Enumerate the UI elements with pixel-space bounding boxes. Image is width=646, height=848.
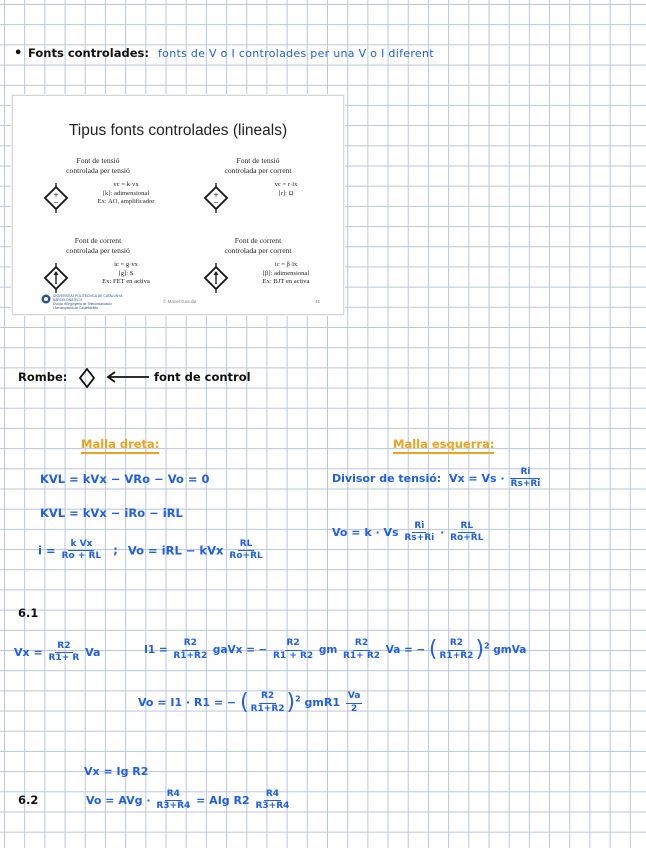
frac-den: Ro+RL xyxy=(229,551,263,562)
upc-logo-icon xyxy=(41,294,51,304)
frac-num: Va xyxy=(346,692,363,703)
svg-text:−: − xyxy=(53,199,59,206)
cell-unit-1: [k]: adimensional xyxy=(102,189,150,197)
voltage-divider-equation xyxy=(332,468,542,490)
fraction-i xyxy=(62,540,102,562)
rombe-arrow-text: font de control xyxy=(154,370,251,384)
cell-example-1: Ex: AO, amplificador xyxy=(97,198,155,206)
fraction-1 xyxy=(156,790,190,812)
university-line-3: Escola d'Enginyeria de Telecomunicació xyxy=(53,302,112,307)
frac-den: Ro + RL xyxy=(61,551,102,562)
fraction-vx xyxy=(510,468,540,490)
voltage-source-diamond-icon xyxy=(41,183,71,213)
cell-title-2b: controlada per corrent xyxy=(224,165,292,175)
fraction-vx xyxy=(49,642,80,664)
frac-num: R2 xyxy=(285,639,302,650)
heading-malla-dreta: Malla dreta: xyxy=(81,439,159,454)
vx-equation-6-1 xyxy=(14,642,100,664)
vx-equation-6-2: Vx = Ig R2 xyxy=(84,765,149,778)
vo-label: Vo = I1 · R1 = − xyxy=(138,696,237,709)
cell-info-3 xyxy=(81,261,171,287)
cell-title-1b: controlada per tensió xyxy=(66,165,130,175)
frac-num: R2 xyxy=(182,639,199,650)
rombe-label: Rombe: xyxy=(18,370,68,384)
frac-num: k Vx xyxy=(68,540,94,551)
frac-num: RL xyxy=(238,540,255,551)
frac-den: Rs+Ri xyxy=(510,479,541,490)
frac-num: RL xyxy=(458,522,475,533)
frac-den: Rs+Ri xyxy=(404,533,435,544)
frac-num: Ri xyxy=(510,468,540,479)
current-equation xyxy=(38,540,265,562)
cell-title-2a: Font de tensió xyxy=(236,156,280,165)
cell-example-4: Ex: BJT en activa xyxy=(262,278,310,286)
frac-den: R1+R2 xyxy=(439,650,474,661)
svg-text:−: − xyxy=(213,199,219,206)
frac-den: R1 + R2 xyxy=(273,650,314,661)
fraction-ri xyxy=(404,522,434,544)
university-line-2: BARCELONATECH xyxy=(53,298,83,303)
gm: gm xyxy=(318,644,338,656)
fraction-1 xyxy=(173,639,207,661)
frac-den: R3+R4 xyxy=(255,801,290,812)
exponent: 2 xyxy=(484,641,490,651)
cell-title-4b: controlada per corrent xyxy=(224,245,292,255)
current-source-diamond-icon xyxy=(41,263,71,293)
i-label: i = xyxy=(38,543,56,558)
frac-num: R2 xyxy=(353,639,370,650)
svg-text:+: + xyxy=(53,192,59,199)
heading-fonts-controlades: Fonts controlades: xyxy=(28,46,149,60)
cell-unit-4: [β]: adimensional xyxy=(262,269,310,277)
frac-num: R2 xyxy=(55,642,72,653)
vo-equation-6-1: Vo = I1 · R1 = − ( $\frac{R2}{R1+R2}$ )$^2$ gmR1 $\frac{Va}{2}$ xyxy=(138,690,361,715)
vo-mid: gmR1 xyxy=(304,696,341,709)
svg-text:+: + xyxy=(213,192,219,199)
frac-den: 2 xyxy=(351,703,358,714)
kvl-equation-1: KVL = kVx − VRo − Vo = 0 xyxy=(40,472,210,486)
diamond-icon xyxy=(78,368,96,388)
slide-author: © Manel Gasulla xyxy=(163,299,197,304)
vo-label: Vo = AVg · xyxy=(86,793,151,807)
cell-example-3: Ex: FET en activa xyxy=(102,278,150,286)
university-name xyxy=(53,294,123,310)
section-6-1-label: 6.1 xyxy=(18,606,39,620)
divisor-label: Divisor de tensió: xyxy=(332,471,442,485)
voltage-source-diamond-icon xyxy=(201,183,231,213)
fraction-vo xyxy=(229,540,262,562)
i1-mid: gaVx = − xyxy=(212,644,268,656)
cell-eq-1: vc = k·vx xyxy=(113,181,139,188)
slide-title: Tipus fonts controlades (lineals) xyxy=(68,122,288,139)
frac-den: R1+R2 xyxy=(173,650,208,661)
separator: ; xyxy=(113,543,118,558)
vx-label: Vx = xyxy=(14,645,43,659)
frac-num: R2 xyxy=(259,692,276,703)
cell-title-1a: Font de tensió xyxy=(76,156,120,165)
dot: · xyxy=(440,525,445,539)
cell-info-4 xyxy=(241,261,331,287)
fraction-2 xyxy=(346,692,363,714)
cell-title-3a: Font de corrent xyxy=(74,236,122,245)
definition-text: fonts de V o I controlades per una V o I diferent xyxy=(158,47,434,60)
cell-vcvs xyxy=(23,156,173,206)
vo-label: Vo = iRL − kVx xyxy=(127,543,224,558)
arrow-left-icon xyxy=(105,371,151,383)
heading-malla-esquerra: Malla esquerra: xyxy=(393,439,494,454)
fraction-1 xyxy=(251,692,285,714)
current-source-diamond-icon xyxy=(201,263,231,293)
exponent: 2 xyxy=(295,694,301,704)
cell-unit-3: [g]: S xyxy=(118,269,134,277)
vx-label: Vx = Vs · xyxy=(449,471,505,485)
frac-num: R4 xyxy=(165,790,182,801)
frac-den: Ro+RL xyxy=(450,533,484,544)
fraction-2 xyxy=(255,790,289,812)
kvl-equation-2: KVL = kVx − iRo − iRL xyxy=(40,506,183,520)
fraction-2 xyxy=(273,639,313,661)
cell-vccs xyxy=(23,236,173,286)
cell-eq-3: ic = g·vx xyxy=(114,261,138,268)
frac-den: R3+R4 xyxy=(156,801,191,812)
vo-mid: = AIg R2 xyxy=(196,793,250,807)
fraction-rl xyxy=(450,522,483,544)
frac-den: R1+ R2 xyxy=(342,650,381,661)
cell-eq-4: ic = β·ix xyxy=(274,261,298,268)
i1-end: gmVa xyxy=(493,644,527,656)
frac-den: R1+R2 xyxy=(250,703,285,714)
i1-label: I1 = xyxy=(144,644,168,656)
i1-equation: I1 = $\frac{R2}{R1+R2}$ gaVx = − $\frac{R2}{R1 + R2}$ gm $\frac{R2}{R1+ R2}$ Va = − ( $\frac{R2}{R1+R2}$ )$^2$ gmVa xyxy=(144,637,527,662)
vo-label: Vo = k · Vs xyxy=(332,525,399,539)
vo-divider-equation xyxy=(332,522,485,544)
slide-image xyxy=(12,95,344,315)
cell-cccs xyxy=(183,236,333,286)
cell-info-2 xyxy=(241,181,331,198)
cell-eq-2: vc = r·ix xyxy=(274,181,298,188)
cell-unit-2: [r]: Ω xyxy=(278,189,294,197)
university-line-1: UNIVERSITAT POLITÈCNICA DE CATALUNYA xyxy=(53,294,123,298)
vo-equation-6-2 xyxy=(86,790,291,812)
i1-tail: Va = − xyxy=(385,644,426,656)
slide-page-number: 46 xyxy=(315,299,321,304)
bullet: • xyxy=(14,46,23,61)
frac-num: R2 xyxy=(448,639,465,650)
cell-title-3b: controlada per tensió xyxy=(66,245,130,255)
vx-tail: Va xyxy=(85,645,101,659)
cell-info-1 xyxy=(81,181,171,207)
cell-title-4a: Font de corrent xyxy=(234,236,282,245)
university-line-4: i Aeroespacial de Castelldefels xyxy=(53,306,98,311)
fraction-4 xyxy=(440,639,474,661)
frac-num: Ri xyxy=(412,522,426,533)
frac-den: R1+ R xyxy=(48,653,80,664)
frac-num: R4 xyxy=(264,790,281,801)
fraction-3 xyxy=(343,639,380,661)
cell-ccvs xyxy=(183,156,333,206)
section-6-2-label: 6.2 xyxy=(18,793,39,807)
